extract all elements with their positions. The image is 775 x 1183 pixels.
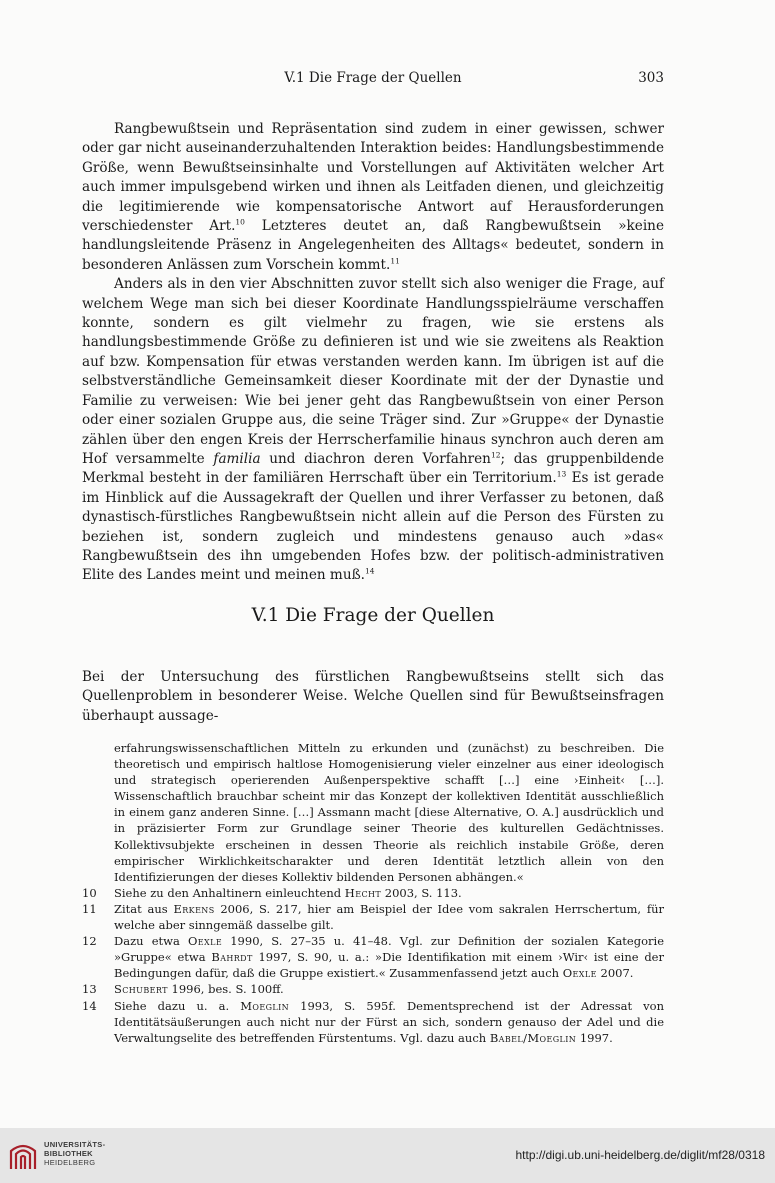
footnote: 10 Siehe zu den Anhaltinern einleuchtend Hecht 2003, S. 113. (82, 885, 462, 900)
university-library-logo-icon[interactable] (8, 1138, 38, 1172)
footnote-ref[interactable]: 12 (490, 450, 501, 460)
footnote-number: 14 (82, 998, 97, 1013)
footnote: 14 Siehe dazu u. a. Moeglin 1993, S. 595f. Dementsprechend ist der Adressat von Identitätsäußerungen auch nicht nur der Fürst an sich, sondern genauso der Adel und die Verwaltungselite des betreffenden Fürstentums. Vgl. dazu auch Babel/Moeglin 1997. (82, 998, 665, 1045)
paragraph: Bei der Untersuchung des fürstlichen Rangbewußtseins stellt sich das Quellenproblem in besonderer Weise. Welche Quellen sind für Bewußtseinsfragen überhaupt aussage- (82, 669, 664, 724)
viewer-footer (0, 1128, 775, 1183)
section-text (82, 668, 664, 726)
footnote-ref[interactable]: 13 (556, 469, 567, 479)
footnote-number: 10 (82, 885, 97, 900)
footnote-ref[interactable]: 10 (235, 217, 245, 227)
footnote: 12 Dazu etwa Oexle 1990, S. 27–35 u. 41–48. Vgl. zur Definition der sozialen Kategorie »Gruppe« etwa Bahrdt 1997, S. 90, u. a.: »Die Identifikation mit einem ›Wir‹ ist eine der Bedingungen dafür, daß die Gruppe existiert.« Zusammenfassend jetzt auch Oexle 2007. (82, 934, 664, 981)
footnotes (82, 740, 664, 1046)
footnote-number: 11 (82, 901, 97, 916)
footnote: 13 Schubert 1996, bes. S. 100ff. (82, 982, 284, 997)
footnote-ref[interactable]: 14 (364, 566, 375, 576)
paragraph: Anders als in den vier Abschnitten zuvor stellt sich also weniger die Frage, auf welchem Wege man sich bei dieser Koordinate Handlungsspielräume verschaffen konnte, sondern es gilt vielmehr zu fragen, wie sie erstens als handlungsbestimmende Größe zu definieren ist und wie sie zweitens als Reaktion auf bzw. Kompensation für etwas verstanden werden kann. Im übrigen ist auf die selbstverständliche Gemeinsamkeit dieser Koordinate mit der der Dynastie und Familie zu verweisen: Wie bei jener geht das Rangbewußtsein von einer Person oder einer sozialen Gruppe aus, die seine Träger sind. Zur »Gruppe« der Dynastie zählen über den engen Kreis der Herrscherfamilie hinaus synchron auch deren am Hof versammelte familia und diachron deren Vorfahren$^{12}$; das gruppenbildende Merkmal besteht in der familiären Herrschaft über ein Territorium.$^{13}$ Es ist gerade im Hinblick auf die Aussagekraft der Quellen und ihrer Verfasser zu betonen, daß dynastisch-fürstliches Rangbewußtsein nicht allein auf die Person des Fürsten zu beziehen ist, sondern zugleich und mindestens genauso auch »das« Rangbewußtsein des ihn umgebenden Hofes bzw. der politisch-administrativen Elite des Landes meint und meinen muß.$^{14}$ (82, 276, 664, 584)
footnote-continuation: erfahrungswissenschaftlichen Mitteln zu erkunden und (zunächst) zu beschreiben. Die theoretisch und empirisch haltlose Homogenisierung vieler einzelner aus einer ideologisch und strategisch operierenden Außenperspektive schafft […] eine ›Einheit‹ […]. Wissenschaftlich brauchbar scheint mir das Konzept der kollektiven Identität ausschließlich in einem ganz anderen Sinne. […] Assmann macht [diese Alternative, O. A.] ausdrücklich und in präzisierter Form zur Grundlage seiner Theorie des kulturellen Gedächtnisses. Kollektivsubjekte erscheinen in dessen Theorie als reichlich instabile Größe, deren empirischer Wirklichkeitscharakter und deren Identität letztlich allein von den Identifizierungen der dieses Kollektiv bildenden Personen abhängen.« (114, 741, 664, 884)
footnote-number: 12 (82, 934, 97, 949)
running-head (82, 70, 664, 90)
footnote-ref[interactable]: 11 (390, 256, 400, 266)
footnote: 11 Zitat aus Erkens 2006, S. 217, hier am Beispiel der Idee vom sakralen Herrschertum, für welche aber sinngemäß dasselbe gilt. (82, 901, 664, 933)
library-name: UNIVERSITÄTS- BIBLIOTHEK HEIDELBERG (44, 1140, 106, 1167)
paragraph: Rangbewußtsein und Repräsentation sind zudem in einer gewissen, schwer oder gar nicht auseinanderzuhaltenden Interaktion beides: Handlungsbestimmende Größe, wenn Bewußtseinsinhalte und Vorstellungen auf Aktivitäten welcher Art auch immer impulsgebend wirken und ihnen als Leitfaden dienen, und gleichzeitig die legitimierende wie kompensatorische Antwort auf Herausforderungen verschiedenster Art.$^{10}$ Letzteres deutet an, daß Rangbewußtsein »keine handlungsleitende Präsenz in Angelegenheiten des Alltags« bedeutet, sondern in besonderen Anlässen zum Vorschein kommt.$^{11}$ (82, 121, 664, 273)
permalink-url[interactable]: http://digi.ub.uni-heidelberg.de/diglit/mf28/0318 (515, 1148, 765, 1162)
running-title: V.1 Die Frage der Quellen (284, 70, 462, 86)
main-text (82, 120, 664, 586)
page-number: 303 (638, 70, 664, 86)
section-heading: V.1 Die Frage der Quellen (251, 605, 495, 626)
footnote-number: 13 (82, 982, 97, 997)
